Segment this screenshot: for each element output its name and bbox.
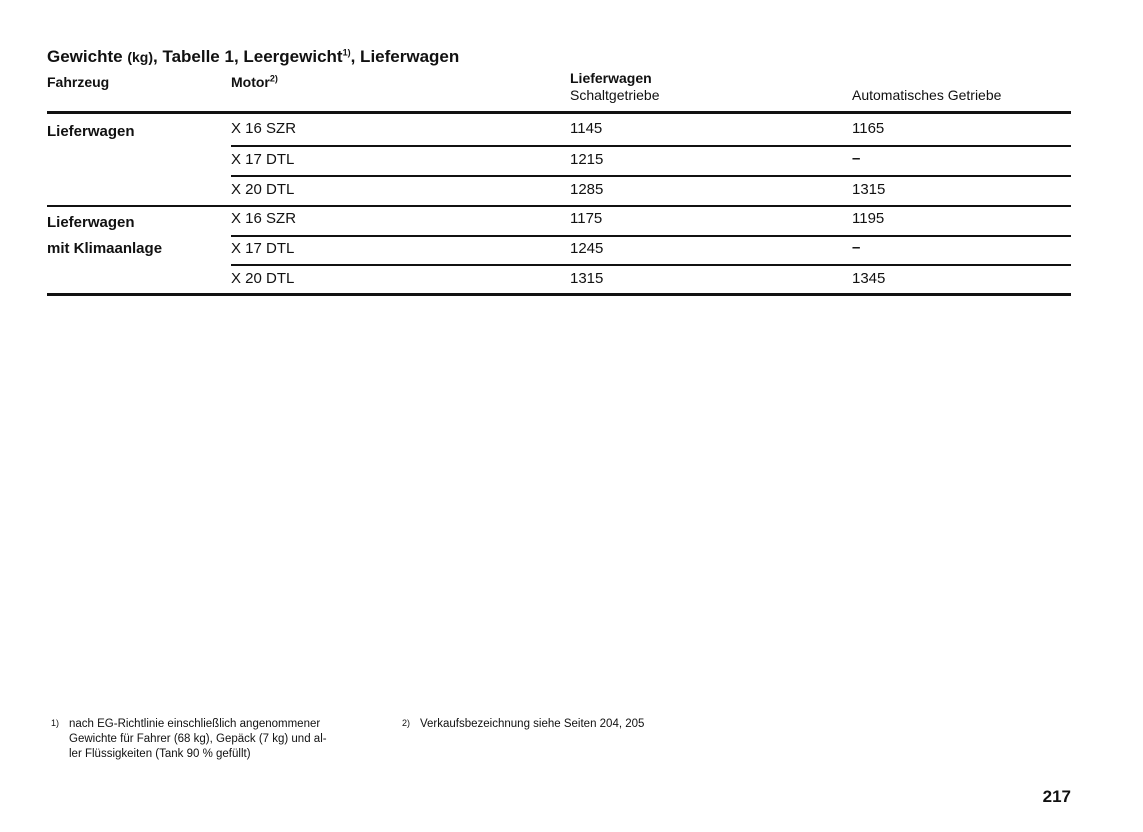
cell-schaltgetriebe: 1245 bbox=[570, 240, 604, 257]
footnote-1-mark: 1) bbox=[51, 718, 60, 728]
footnote-1-line3: ler Flüssigkeiten (Tank 90 % gefüllt) bbox=[69, 748, 251, 760]
table-bottom-rule bbox=[47, 293, 1071, 296]
cell-schaltgetriebe: 1175 bbox=[570, 210, 603, 227]
row-divider bbox=[231, 235, 1071, 237]
cell-motor: X 20 DTL bbox=[231, 181, 295, 198]
header-fahrzeug: Fahrzeug bbox=[47, 74, 110, 90]
title-footnote-ref: 1) bbox=[342, 47, 351, 58]
row-divider bbox=[231, 264, 1071, 266]
header-lieferwagen: Lieferwagen bbox=[570, 70, 652, 86]
cell-motor: X 20 DTL bbox=[231, 270, 295, 287]
cell-motor: X 17 DTL bbox=[231, 151, 295, 168]
table-title bbox=[47, 47, 459, 67]
cell-motor: X 16 SZR bbox=[231, 120, 297, 137]
group-label-mit-klimaanlage: mit Klimaanlage bbox=[47, 240, 163, 257]
group-label-lieferwagen: Lieferwagen bbox=[47, 123, 135, 140]
header-rule bbox=[47, 111, 1071, 114]
title-unit: (kg) bbox=[127, 49, 153, 65]
header-schaltgetriebe: Schaltgetriebe bbox=[570, 87, 660, 103]
cell-motor: X 16 SZR bbox=[231, 210, 297, 227]
group-label-lieferwagen-klima: Lieferwagen bbox=[47, 214, 135, 231]
cell-schaltgetriebe: 1145 bbox=[570, 120, 603, 137]
title-part2: , Tabelle 1, Leergewicht bbox=[153, 47, 343, 66]
cell-automatik: 1195 bbox=[852, 210, 885, 227]
header-motor-label: Motor bbox=[231, 74, 270, 90]
row-divider bbox=[231, 145, 1071, 147]
footnote-2-mark: 2) bbox=[402, 718, 411, 728]
title-part1: Gewichte bbox=[47, 47, 123, 66]
header-automatisches-getriebe: Automatisches Getriebe bbox=[852, 87, 1002, 103]
cell-automatik: 1345 bbox=[852, 270, 886, 287]
header-motor bbox=[231, 74, 278, 90]
page-number: 217 bbox=[1042, 787, 1071, 806]
cell-schaltgetriebe: 1285 bbox=[570, 181, 604, 198]
cell-automatik: – bbox=[852, 150, 861, 167]
cell-automatik: 1315 bbox=[852, 181, 886, 198]
cell-automatik: – bbox=[852, 239, 861, 256]
cell-automatik: 1165 bbox=[852, 120, 885, 137]
group-divider bbox=[47, 205, 1071, 207]
title-part3: , Lieferwagen bbox=[350, 47, 460, 66]
row-divider bbox=[231, 175, 1071, 177]
cell-schaltgetriebe: 1215 bbox=[570, 151, 604, 168]
cell-schaltgetriebe: 1315 bbox=[570, 270, 604, 287]
footnote-1-line2: Gewichte für Fahrer (68 kg), Gepäck (7 kg) und al- bbox=[69, 733, 327, 745]
header-motor-footnote-ref: 2) bbox=[269, 73, 278, 84]
cell-motor: X 17 DTL bbox=[231, 240, 295, 257]
footnote-2-text: Verkaufsbezeichnung siehe Seiten 204, 205 bbox=[420, 718, 645, 730]
footnote-1-line1: nach EG-Richtlinie einschließlich angenommener bbox=[69, 718, 321, 730]
